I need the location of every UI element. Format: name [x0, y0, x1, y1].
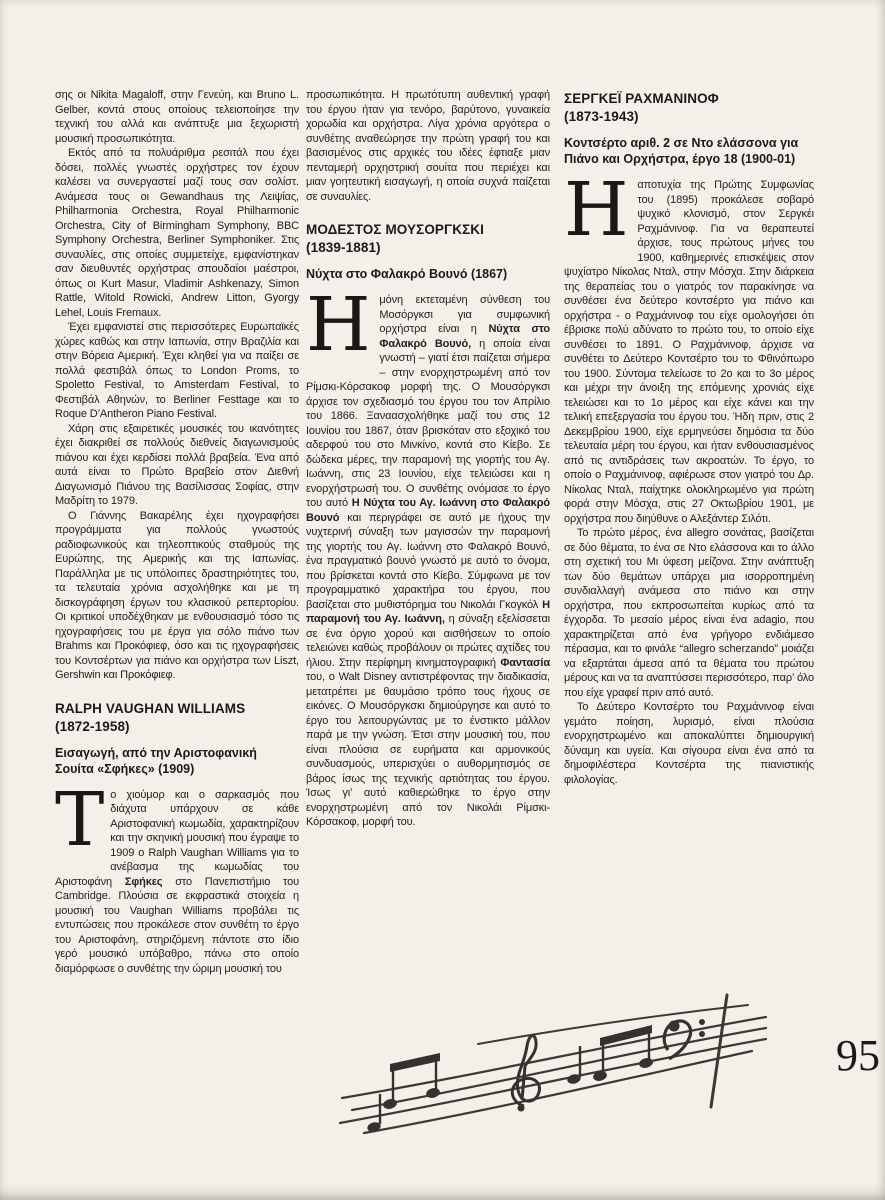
paragraph: Το Δεύτερο Κοντσέρτο του Ραχμάνινοφ είναι γεμάτο ποίηση, λυρισμό, είναι πλούσια ενορχηστρωμένο και αποκαλύπτει δημιουργική δύναμη και υγεία. Και σίγουρα είναι ένα από τα δημοφιλέστερα Κοντσέρτα της πιανιστικής φιλολογίας. — [564, 701, 814, 786]
barline — [711, 995, 727, 1107]
composer-years: (1839-1881) — [306, 240, 381, 255]
music-staff-illustration — [328, 982, 768, 1150]
drop-cap: Τ — [55, 776, 105, 863]
composer-heading-mussorgsky — [306, 221, 550, 257]
composer-heading-rachmaninoff — [564, 90, 814, 126]
paragraph-continuation: σης οι Nikita Magaloff, στην Γενεύη, και Bruno L. Gelber, κοντά στους οποίους τελειοποίησε την τεχνική του αλλά και ανάπτυξε μια ξεχωριστή μουσική προσωπικότητα. — [55, 89, 299, 145]
composer-years: (1872-1958) — [55, 718, 130, 734]
paragraph: Χάρη στις εξαιρετικές μουσικές του ικανότητες έχει διακριθεί σε πολλούς διεθνείς διαγωνισμούς πιάνου και έχει κερδίσει πολλά βραβεία. Ένα από αυτά είναι το Πρώτο Βραβείο στον Διεθνή Διαγωνισμό Πιάνου της Βασίλισσας Σοφίας, στην Μαδρίτη το 1979. — [55, 422, 299, 507]
drop-cap: Η — [564, 167, 629, 253]
bass-clef-icon — [664, 1019, 705, 1059]
composer-name: RALPH VAUGHAN WILLIAMS — [55, 700, 246, 716]
work-title: Κοντσέρτο αριθ. 2 σε Ντο ελάσσονα για Πιάνο και Ορχήστρα, έργο 18 (1900-01) — [564, 136, 799, 166]
column-left — [55, 88, 299, 976]
paragraph-dropcap — [55, 776, 299, 977]
paragraph-dropcap — [564, 167, 814, 526]
paragraph-text: ο χιούμορ και ο σαρκασμός που διάχυτα υπάρχουν σε κάθε Αριστοφανική κωμωδία, χαρακτηρίζουν και την σκηνική μουσική που έγραψε το 1909 ο Ralph Vaughan Williams για το ανέβασμα της κωμωδίας του Αριστοφάνη Σφήκες στο Πανεπιστήμιο του Cambridge. Πλούσια σε εκφραστικά στοιχεία η μουσική του Vaughan Williams προβάλει τις εντυπώσεις που προκάλεσε στον συνθέτη το έργο του Αριστοφάνη, στηριζόμενη πάντοτε στο ίδιο γερό μουσικό υπόβαθρο, πάνω στο οποίο διαμόρφωσε ο συνθέτης την ώριμη μουσική του — [55, 788, 299, 975]
composer-name: ΣΕΡΓΚΕΪ ΡΑΧΜΑΝΙΝΟΦ — [564, 91, 719, 106]
paragraph-dropcap — [306, 282, 551, 830]
composer-heading-vaughan-williams — [55, 700, 299, 736]
paragraph: Ο Γιάννης Βακαρέλης έχει ηχογραφήσει προγράμματα για πολλούς γνωστούς ραδιοφωνικούς και τηλεοπτικούς σταθμούς της Ευρώπης, της Αμερικής και της Ιαπωνίας. Παράλληλα με τις υπόλοιπες δραστηριότητες του, τα τελευταία χρόνια ασχολήθηκε και με τη δισκογράφηση έργων του κλασικού ρεπερτορίου. Οι κριτικοί υποδέχθηκαν με ενθουσιασμό τόσο τις ηχογραφήσεις του με έργα για σόλο πιάνο των Brahms και Προκόφιεφ, όσο και τις ηχογραφήσεις του Κοντσέρτων για πιάνο και ορχήστρα των Liszt, Gershwin και Προκόφιεφ. — [55, 509, 299, 681]
work-title: Εισαγωγή, από την Αριστοφανική Σουίτα «Σφήκες» (1909) — [55, 745, 257, 776]
composer-years: (1873-1943) — [564, 109, 639, 124]
paragraph: Εκτός από τα πολυάριθμα ρεσιτάλ που έχει δόσει, πολλές γνωστές ορχήστρες τον έχουν καλέσει να συνεργαστεί μαζί τους σαν σολίστ. Ανάμεσα τους οι Gewandhaus της Λειψίας, Philharmonia Orchestra, Royal Philharmonic Orchestra, City of Birmingham Symphony, BBC Symphony Orchestra, Berliner Symphoniker. Στις συναυλίες, στις οποίες συμμετείχε, εμφανίστηκαν σαν διευθυντές ορχήστρας σπουδαίοι μαέστροι, όπως οι Kurt Masur, Vladimir Ashkenazy, Simon Rattle, Witold Rowicki, Andrew Litton, Gyorgy Lehel, Louis Fremaux. — [55, 147, 299, 319]
paragraph: Το πρώτο μέρος, ένα allegro σονάτας, βασίζεται σε δύο θέματα, το ένα σε Ντο ελάσσονα και το άλλο στη σχετική του Μι ύφεση μείζονα. Στην ανάπτυξη των δύο θεμάτων υπάρχει μια ισορροπημένη συνδιαλλαγή ανάμεσα στο πιάνο και στην ορχήστρα, που εκπροσωπείται κυρίως από τα έγχορδα. Το μεσαίο μέρος είναι ένα adagio, που χαρακτηρίζεται από ένα γρήγορο ενδιάμεσο πέρασμα, και το φινάλε “allegro scherzando” μοιάζει να εξαρτάται άμεσα από τα θέματα του πρώτου μέρους και να τα αναπτύσσει περισσότερο, παρ’ όλο που είχε γραφεί πριν από αυτό. — [564, 527, 814, 699]
composer-name: ΜΟΔΕΣΤΟΣ ΜΟΥΣΟΡΓΚΣΚΙ — [306, 222, 484, 237]
work-title: Νύχτα στο Φαλακρό Βουνό (1867) — [306, 267, 508, 281]
paragraph-text: αποτυχία της Πρώτης Συμφωνίας του (1895) προκάλεσε σοβαρό ψυχικό κλονισμό, στον Σεργκέι Ραχμάνινοφ. Για να θεραπευτεί άρχισε, τους πρώτους μήνες του 1900, καθημερινές επισκέψεις στον ψυχίατρο Νίκολας Νταλ, στην Μόσχα. Στην διάρκεια της θεραπείας του ο γιατρός τον παρακίνησε να συνθέσει ένα δεύτερο κοντσέρτο για πιάνο και ορχήστρα - ο Ραχμάνινοφ του είχε ομολογήσει ότι έβρισκε πολύ αδύνατο το πρώτο του, το οποίο είχε συνθέσει το 1891. Ο Ραχμάνινοφ, άρχισε να συνθέτει το Δεύτερο Κοντσέρτο του το Φθινόπωρο του 1900. Σύντομα τελείωσε το 2ο και το 3ο μέρος και μέχρι την άνοιξη της επόμενης χρονιάς είχε τελειώσει και το 1ο μέρος και είχε κάνει και την τελική επεξεργασία του έργου του. Ήδη πριν, στις 2 Δεκεμβρίου 1900, είχε ερμηνεύσει δημόσια τα δύο τελευταία μέρη του έργου, και ήταν ενθουσιασμένος από τις αντιδράσεις των ακροατών. Το έργο, το οποίο ο Ραχμάνινοφ, αφιέρωσε στον γιατρό του Δρ. Νίκολας Νταλ, παίχτηκε ολοκληρωμένο για πρώτη φορά στην Μόσχα, στις 27 Οκτωβρίου 1901, με ορχήστρα που διηύθυνε ο Αλεξάντερ Σιλότι. — [564, 179, 814, 525]
page-number: 95 — [836, 1031, 880, 1080]
paragraph-text: μόνη εκτεταμένη σύνθεση του Μοσόργκσι για συμφωνική ορχήστρα είναι η Νύχτα στο Φαλακρό Βουνό, η οποία είναι γνωστή – γιατί έτσι παίζεται σήμερα – στην ενορχηστρωμένη από τον Ρίμσκι-Κόρσακοφ μορφή της. Ο Μουσόργκσι άρχισε τον σχεδιασμό του έργου του τον Απρίλιο του 1866. Ξαναασχολήθηκε μαζί του στις 12 Ιουνίου του 1867, όταν βρισκόταν στο εξοχικό του αδερφού του στο Μινκίνο, κοντά στο Κίεβο. Σε δώδεκα μέρες, την παραμονή της γιορτής του Αγ. Ιωάννη, στις 23 Ιουνίου, είχε τελειώσει και η ενορχήστρωσή του. Ο συνθέτης ονόμασε το έργο του αυτό Η Νύχτα του Αγ. Ιωάννη στο Φαλακρό Βουνό και περιγράφει σε αυτό με ήχους την νυχτερινή σύναξη των μαγισσών την παραμονή της γιορτής του Αγ. Ιωάννη στο Φαλακρό Βουνό, ένα πραγματικό βουνό γνωστό με αυτό το όνομα, που βρίσκεται κοντά στο Κίεβο. Σύμφωνα με τον προγραμματικό χαρακτήρα του έργου, που βασίζεται στο μυθιστόρημα του Νικολάι Γκογκόλ Η παραμονή του Αγ. Ιωάννη, η σύναξη εξελίσσεται σε ένα όργιο χορού και αισθήσεων το οποίο τελειώνει καθώς προβάλουν οι πρώτες αχτίδες του ήλιου. Στην περίφημη κινηματογραφική Φαντασία του, ο Walt Disney αντιστρέφοντας την διαδικασία, μετατρέπει με θαυμάσιο τρόπο τους ήχους σε εικόνες. Ο Μουσόργκσκι δημιούργησε και αυτό το έργο του λειτουργώντας με το ένστικτο μάλλον παρά με την γνώση. Έτσι στην μουσική του, που είναι πλούσια σε ευρήματα και αρμονικούς συνδυασμούς, υπερισχύει ο αυθορμητισμός σε βάρος ίσως της τεχνικής αρτιότητας του έργου. Ίσως γι’ αυτό καθιερώθηκε το έργο στην ενορχηστρωμένη από τον Νικολάι Ρίμσκι-Κόρσακοφ, μορφή του. — [306, 294, 551, 828]
paragraph-continuation: προσωπικότητα. Η πρωτότυπη αυθεντική γραφή του έργου ήταν για τενόρο, βαρύτονο, γυναικεία χορωδία και ορχήστρα. Λίγα χρόνια αργότερα ο συνθέτης αναθεώρησε την πρώτη γραφή του και βασισμένος στις αρχικές του ιδέες έφτιαξε μιαν πενταμερή ορχηστρική σουίτα που περιέχει και μιαν γοητευτική εισαγωγή, η οποία συχνά παίζεται σε συναυλίες. — [306, 89, 550, 203]
column-middle — [306, 88, 550, 830]
drop-cap: Η — [306, 282, 371, 368]
column-right — [564, 88, 814, 787]
paragraph: Έχει εμφανιστεί στις περισσότερες Ευρωπαϊκές χώρες καθώς και στην Ιαπωνία, στην Βραζιλία και στην Βόρεια Αμερική. Έχει κληθεί για να παίξει σε πολλά φεστιβάλ όπως το London Proms, το Spoletto Festival, το Amsterdam Festival, το Φεστιβάλ Αθηνών, το Berliner Festtage και το Roque D’Antheron Piano Festival. — [55, 321, 299, 420]
